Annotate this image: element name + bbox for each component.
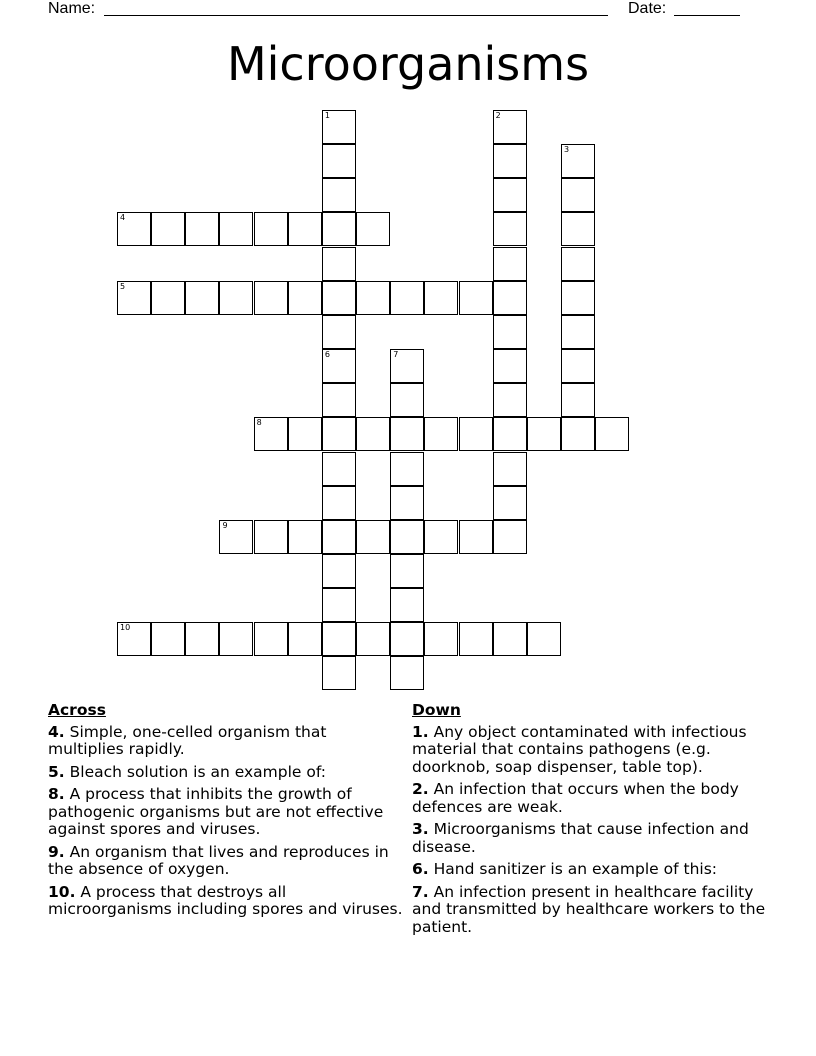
grid-cell[interactable] (561, 315, 595, 349)
grid-cell[interactable] (322, 110, 356, 144)
grid-cell[interactable] (254, 417, 288, 451)
grid-cell[interactable] (390, 554, 424, 588)
grid-cell[interactable] (322, 656, 356, 690)
grid-cell[interactable] (356, 622, 390, 656)
grid-cell[interactable] (493, 622, 527, 656)
clue-down-7 (412, 884, 782, 937)
grid-cell[interactable] (561, 417, 595, 451)
grid-cell[interactable] (390, 486, 424, 520)
grid-cell[interactable] (561, 383, 595, 417)
grid-cell[interactable] (322, 247, 356, 281)
grid-cell[interactable] (527, 622, 561, 656)
grid-cell[interactable] (390, 622, 424, 656)
grid-cell[interactable] (390, 452, 424, 486)
grid-cell[interactable] (322, 417, 356, 451)
grid-cell[interactable] (322, 349, 356, 383)
grid-cell[interactable] (219, 281, 253, 315)
grid-cell[interactable] (322, 383, 356, 417)
grid-cell[interactable] (322, 452, 356, 486)
grid-cell[interactable] (493, 144, 527, 178)
grid-cell[interactable] (561, 178, 595, 212)
grid-cell[interactable] (356, 520, 390, 554)
grid-cell[interactable] (322, 178, 356, 212)
grid-cell[interactable] (322, 486, 356, 520)
grid-cell[interactable] (356, 417, 390, 451)
grid-cell[interactable] (322, 281, 356, 315)
grid-cell[interactable] (595, 417, 629, 451)
grid-cell[interactable] (322, 520, 356, 554)
grid-cell[interactable] (219, 212, 253, 246)
cell-number: 1 (324, 111, 330, 120)
grid-cell[interactable] (151, 281, 185, 315)
clue-across-9 (48, 844, 404, 879)
clue-text: Any object contaminated with infectious material that contains pathogens (e.g. doorknob, soap dispenser, table top). (412, 722, 747, 776)
grid-cell[interactable] (390, 417, 424, 451)
clue-number: 8. (48, 785, 65, 803)
grid-cell[interactable] (288, 622, 322, 656)
down-clues (412, 702, 782, 941)
grid-cell[interactable] (254, 281, 288, 315)
clue-text: A process that destroys all microorganisms including spores and viruses. (48, 882, 403, 918)
clue-text: Simple, one-celled organism that multiplies rapidly. (48, 722, 327, 758)
grid-cell[interactable] (493, 452, 527, 486)
grid-cell[interactable] (493, 110, 527, 144)
grid-cell[interactable] (254, 622, 288, 656)
grid-cell[interactable] (561, 247, 595, 281)
grid-cell[interactable] (493, 383, 527, 417)
clue-across-10 (48, 884, 404, 919)
clue-number: 10. (48, 882, 76, 901)
grid-cell[interactable] (424, 417, 458, 451)
clue-text: An infection that occurs when the body defences are weak. (412, 780, 739, 816)
grid-cell[interactable] (390, 588, 424, 622)
grid-cell[interactable] (493, 281, 527, 315)
cell-number: 4 (120, 213, 126, 223)
puzzle-title: Microorganisms (226, 37, 590, 91)
cell-number: 8 (256, 418, 262, 428)
clue-across-4 (48, 724, 404, 759)
grid-cell[interactable] (527, 417, 561, 451)
cell-number: 3 (563, 145, 570, 155)
grid-cell[interactable] (254, 212, 288, 246)
grid-cell[interactable] (322, 554, 356, 588)
grid-cell[interactable] (493, 315, 527, 349)
clue-number: 9. (48, 842, 65, 861)
grid-cell[interactable] (390, 383, 424, 417)
grid-cell[interactable] (424, 281, 458, 315)
grid-cell[interactable] (459, 417, 493, 451)
grid-cell[interactable] (493, 178, 527, 212)
cell-number: 7 (393, 350, 399, 360)
grid-cell[interactable] (322, 212, 356, 246)
grid-cell[interactable] (219, 622, 253, 656)
grid-cell[interactable] (288, 520, 322, 554)
grid-cell[interactable] (219, 520, 253, 554)
grid-cell[interactable] (390, 520, 424, 554)
grid-cell[interactable] (288, 417, 322, 451)
clue-text: A process that inhibits the growth of pathogenic organisms but are not effective against spores and viruses. (48, 785, 384, 838)
grid-cell[interactable] (459, 520, 493, 554)
grid-cell[interactable] (390, 281, 424, 315)
grid-cell[interactable] (390, 349, 424, 383)
cell-number: 2 (495, 111, 501, 120)
grid-cell[interactable] (288, 212, 322, 246)
grid-cell[interactable] (493, 520, 527, 554)
grid-cell[interactable] (288, 281, 322, 315)
grid-cell[interactable] (185, 212, 219, 246)
name-label: Name: (48, 0, 96, 17)
clue-text: An organism that lives and reproduces in the absence of oxygen. (48, 842, 389, 878)
clue-down-3 (412, 821, 782, 856)
clue-number: 5. (48, 762, 65, 781)
grid-cell[interactable] (561, 144, 595, 178)
clue-number: 7. (412, 882, 429, 901)
grid-cell[interactable] (117, 622, 151, 656)
grid-cell[interactable] (322, 588, 356, 622)
grid-cell[interactable] (151, 622, 185, 656)
grid-cell[interactable] (561, 349, 595, 383)
grid-cell[interactable] (561, 281, 595, 315)
clue-number: 4. (48, 722, 65, 741)
clue-across-5 (48, 764, 404, 782)
grid-cell[interactable] (322, 315, 356, 349)
grid-cell[interactable] (424, 622, 458, 656)
down-heading: Down (412, 701, 461, 719)
clue-down-6 (412, 861, 782, 879)
grid-cell[interactable] (117, 281, 151, 315)
clue-down-1 (412, 724, 782, 777)
grid-cell[interactable] (493, 349, 527, 383)
grid-cell[interactable] (459, 622, 493, 656)
grid-cell[interactable] (561, 212, 595, 246)
grid-cell[interactable] (356, 281, 390, 315)
grid-cell[interactable] (390, 656, 424, 690)
clue-text: An infection present in healthcare facility and transmitted by healthcare workers to the patient. (412, 882, 766, 936)
grid-cell[interactable] (322, 144, 356, 178)
grid-cell[interactable] (356, 212, 390, 246)
grid-cell[interactable] (185, 281, 219, 315)
date-label: Date: (628, 0, 667, 17)
grid-cell[interactable] (117, 212, 151, 246)
grid-cell[interactable] (322, 622, 356, 656)
clue-down-2 (412, 781, 782, 816)
cell-number: 6 (324, 350, 330, 360)
grid-cell[interactable] (424, 520, 458, 554)
across-heading: Across (48, 701, 106, 719)
clue-number: 6. (412, 860, 429, 878)
grid-cell[interactable] (459, 281, 493, 315)
clue-across-8 (48, 786, 404, 839)
grid-cell[interactable] (493, 247, 527, 281)
cell-number: 5 (120, 281, 126, 291)
clue-text: Bleach solution is an example of: (69, 762, 326, 781)
across-clues (48, 702, 404, 924)
cell-number: 10 (120, 623, 131, 633)
clue-number: 3. (412, 820, 429, 838)
grid-cell[interactable] (493, 212, 527, 246)
grid-cell[interactable] (254, 520, 288, 554)
grid-cell[interactable] (151, 212, 185, 246)
clue-text: Hand sanitizer is an example of this: (433, 860, 717, 878)
clue-number: 2. (412, 780, 429, 798)
clue-text: Microorganisms that cause infection and disease. (412, 820, 749, 856)
cell-number: 9 (222, 520, 228, 530)
clue-number: 1. (412, 722, 429, 741)
grid-cell[interactable] (493, 486, 527, 520)
grid-cell[interactable] (493, 417, 527, 451)
grid-cell[interactable] (185, 622, 219, 656)
